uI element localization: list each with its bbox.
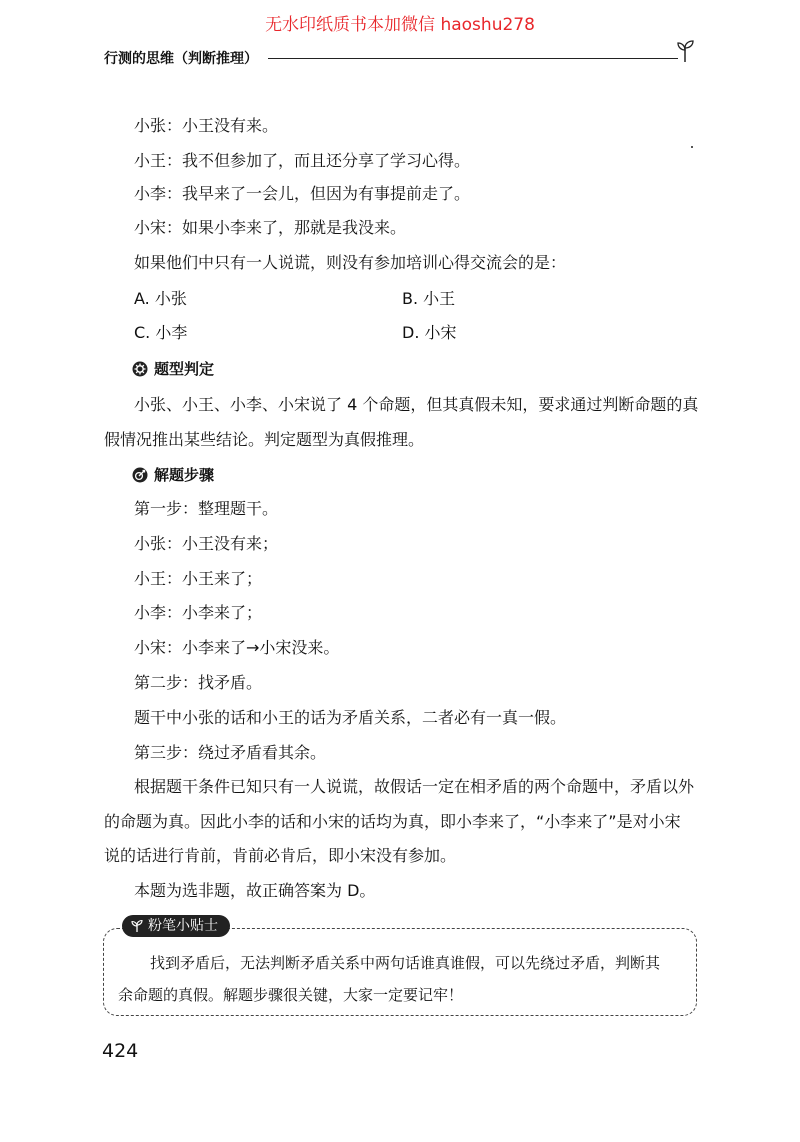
step-line: 根据题干条件已知只有一人说谎，故假话一定在相矛盾的两个命题中，矛盾以外 <box>134 777 695 796</box>
section-heading-type <box>132 358 214 379</box>
option-c: C. 小李 <box>134 323 188 342</box>
header-rule <box>268 58 678 59</box>
answer-line: 本题为选非题，故正确答案为 D。 <box>134 881 376 900</box>
step-line: 小王：小王来了； <box>134 569 263 588</box>
step-line: 的命题为真。因此小李的话和小宋的话均为真，即小李来了，“小李来了”是对小宋 <box>104 812 681 831</box>
step-line: 题干中小张的话和小王的话为矛盾关系，二者必有一真一假。 <box>134 708 567 727</box>
question-stem: 如果他们中只有一人说谎，则没有参加培训心得交流会的是： <box>134 253 567 272</box>
target-icon <box>132 467 148 483</box>
section-heading-steps-label: 解题步骤 <box>154 466 215 484</box>
tip-line-1: 找到矛盾后，无法判断矛盾关系中两句话谁真谁假，可以先绕过矛盾，判断其 <box>150 954 661 972</box>
watermark-text: 无水印纸质书本加微信 haoshu278 <box>265 15 535 35</box>
type-text-line-1: 小张、小王、小李、小宋说了 4 个命题，但其真假未知，要求通过判断命题的真 <box>134 395 699 414</box>
tip-line-2: 余命题的真假。解题步骤很关键，大家一定要记牢！ <box>118 986 464 1004</box>
statement-xiaowang: 小王：我不但参加了，而且还分享了学习心得。 <box>134 151 471 170</box>
step-line: 第三步：绕过矛盾看其余。 <box>134 743 327 762</box>
option-b: B. 小王 <box>402 289 456 308</box>
type-text-line-2: 假情况推出某些结论。判定题型为真假推理。 <box>104 430 425 449</box>
scan-speck <box>691 146 693 148</box>
step-line: 小张：小王没有来； <box>134 534 279 553</box>
tip-label-text: 粉笔小贴士 <box>148 918 218 934</box>
step-line: 说的话进行肯前，肯前必肯后，即小宋没有参加。 <box>104 846 457 865</box>
statement-xiaosong: 小宋：如果小李来了，那就是我没来。 <box>134 218 407 237</box>
sprout-icon <box>130 919 144 933</box>
page-number: 424 <box>102 1040 139 1062</box>
gear-icon <box>132 361 148 377</box>
option-d: D. 小宋 <box>402 323 457 342</box>
sprout-icon <box>672 38 698 64</box>
statement-xiaozhang: 小张：小王没有来。 <box>134 116 279 135</box>
tip-label <box>122 915 230 937</box>
running-header-title: 行测的思维（判断推理） <box>104 51 258 67</box>
section-heading-type-label: 题型判定 <box>154 360 215 378</box>
section-heading-steps <box>132 464 214 485</box>
step-line: 小李：小李来了； <box>134 603 263 622</box>
step-line: 第一步：整理题干。 <box>134 499 279 518</box>
option-a: A. 小张 <box>134 289 187 308</box>
statement-xiaoli: 小李：我早来了一会儿，但因为有事提前走了。 <box>134 184 471 203</box>
step-line: 小宋：小李来了→小宋没来。 <box>134 638 340 657</box>
step-line: 第二步：找矛盾。 <box>134 673 263 692</box>
